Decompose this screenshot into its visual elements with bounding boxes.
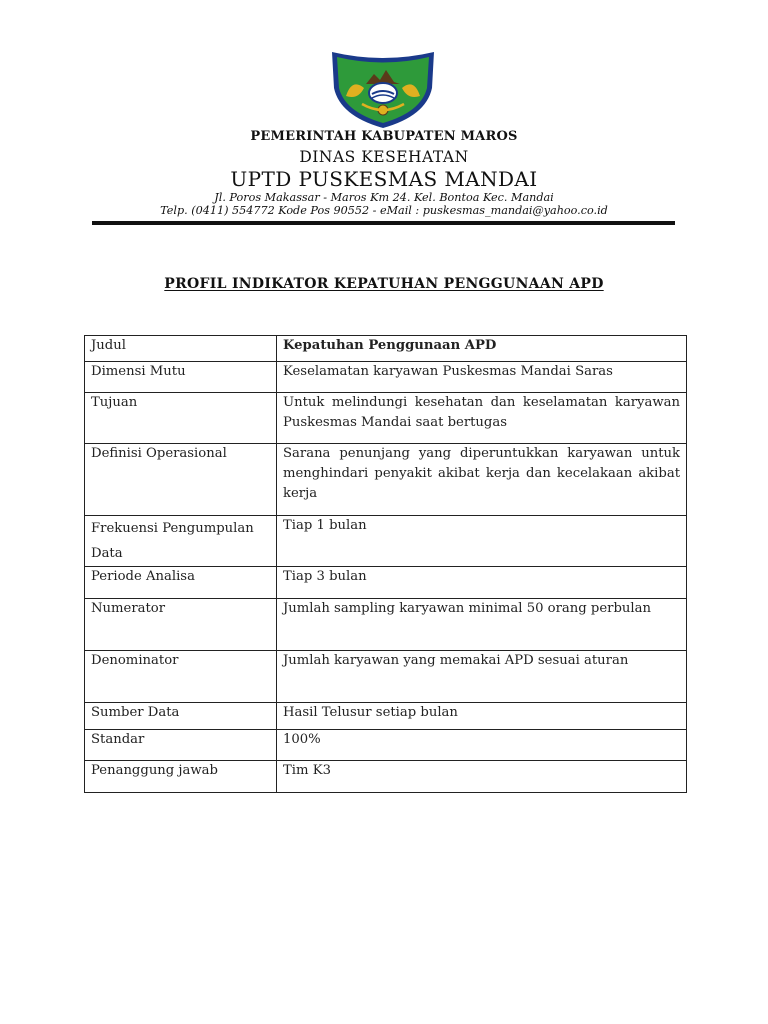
table-row	[85, 761, 687, 793]
indicator-profile-table	[84, 335, 687, 793]
row-label: Standar	[85, 730, 277, 761]
row-value: Tiap 3 bulan	[277, 567, 687, 599]
header-contact: Telp. (0411) 554772 Kode Pos 90552 - eMail : puskesmas_mandai@yahoo.co.id	[160, 204, 608, 217]
row-label: Dimensi Mutu	[85, 362, 277, 393]
table-row	[85, 336, 687, 362]
row-label: Numerator	[85, 599, 277, 651]
row-value: Sarana penunjang yang diperuntukkan karyawan untuk menghindari penyakit akibat kerja dan kecelakaan akibat kerja	[277, 444, 687, 516]
row-label: Sumber Data	[85, 703, 277, 730]
row-label: Judul	[85, 336, 277, 362]
row-value: Jumlah karyawan yang memakai APD sesuai aturan	[277, 651, 687, 703]
header-agency: DINAS KESEHATAN	[299, 148, 469, 166]
row-value: Kepatuhan Penggunaan APD	[277, 336, 687, 362]
table-row	[85, 730, 687, 761]
table-row	[85, 703, 687, 730]
row-value: Jumlah sampling karyawan minimal 50 orang perbulan	[277, 599, 687, 651]
row-value: Keselamatan karyawan Puskesmas Mandai Saras	[277, 362, 687, 393]
table-row	[85, 599, 687, 651]
row-label: Tujuan	[85, 393, 277, 444]
row-label: Periode Analisa	[85, 567, 277, 599]
table-row	[85, 444, 687, 516]
header-divider	[92, 221, 675, 225]
row-value: Untuk melindungi kesehatan dan keselamatan karyawan Puskesmas Mandai saat bertugas	[277, 393, 687, 444]
table-row	[85, 362, 687, 393]
header-government: PEMERINTAH KABUPATEN MAROS	[250, 129, 518, 144]
row-value: 100%	[277, 730, 687, 761]
header-address: Jl. Poros Makassar - Maros Km 24. Kel. Bontoa Kec. Mandai	[214, 191, 554, 204]
row-label: Penanggung jawab	[85, 761, 277, 793]
row-label: Definisi Operasional	[85, 444, 277, 516]
row-value: Tim K3	[277, 761, 687, 793]
table-row	[85, 567, 687, 599]
document-title: PROFIL INDIKATOR KEPATUHAN PENGGUNAAN APD	[164, 276, 604, 292]
table-row	[85, 651, 687, 703]
row-label: Denominator	[85, 651, 277, 703]
table-row	[85, 516, 687, 567]
table-row	[85, 393, 687, 444]
maros-regency-emblem-icon	[328, 48, 438, 130]
row-value: Tiap 1 bulan	[277, 516, 687, 567]
row-label: Frekuensi Pengumpulan Data	[85, 516, 277, 567]
header-institution: UPTD PUSKESMAS MANDAI	[230, 167, 538, 191]
row-value: Hasil Telusur setiap bulan	[277, 703, 687, 730]
